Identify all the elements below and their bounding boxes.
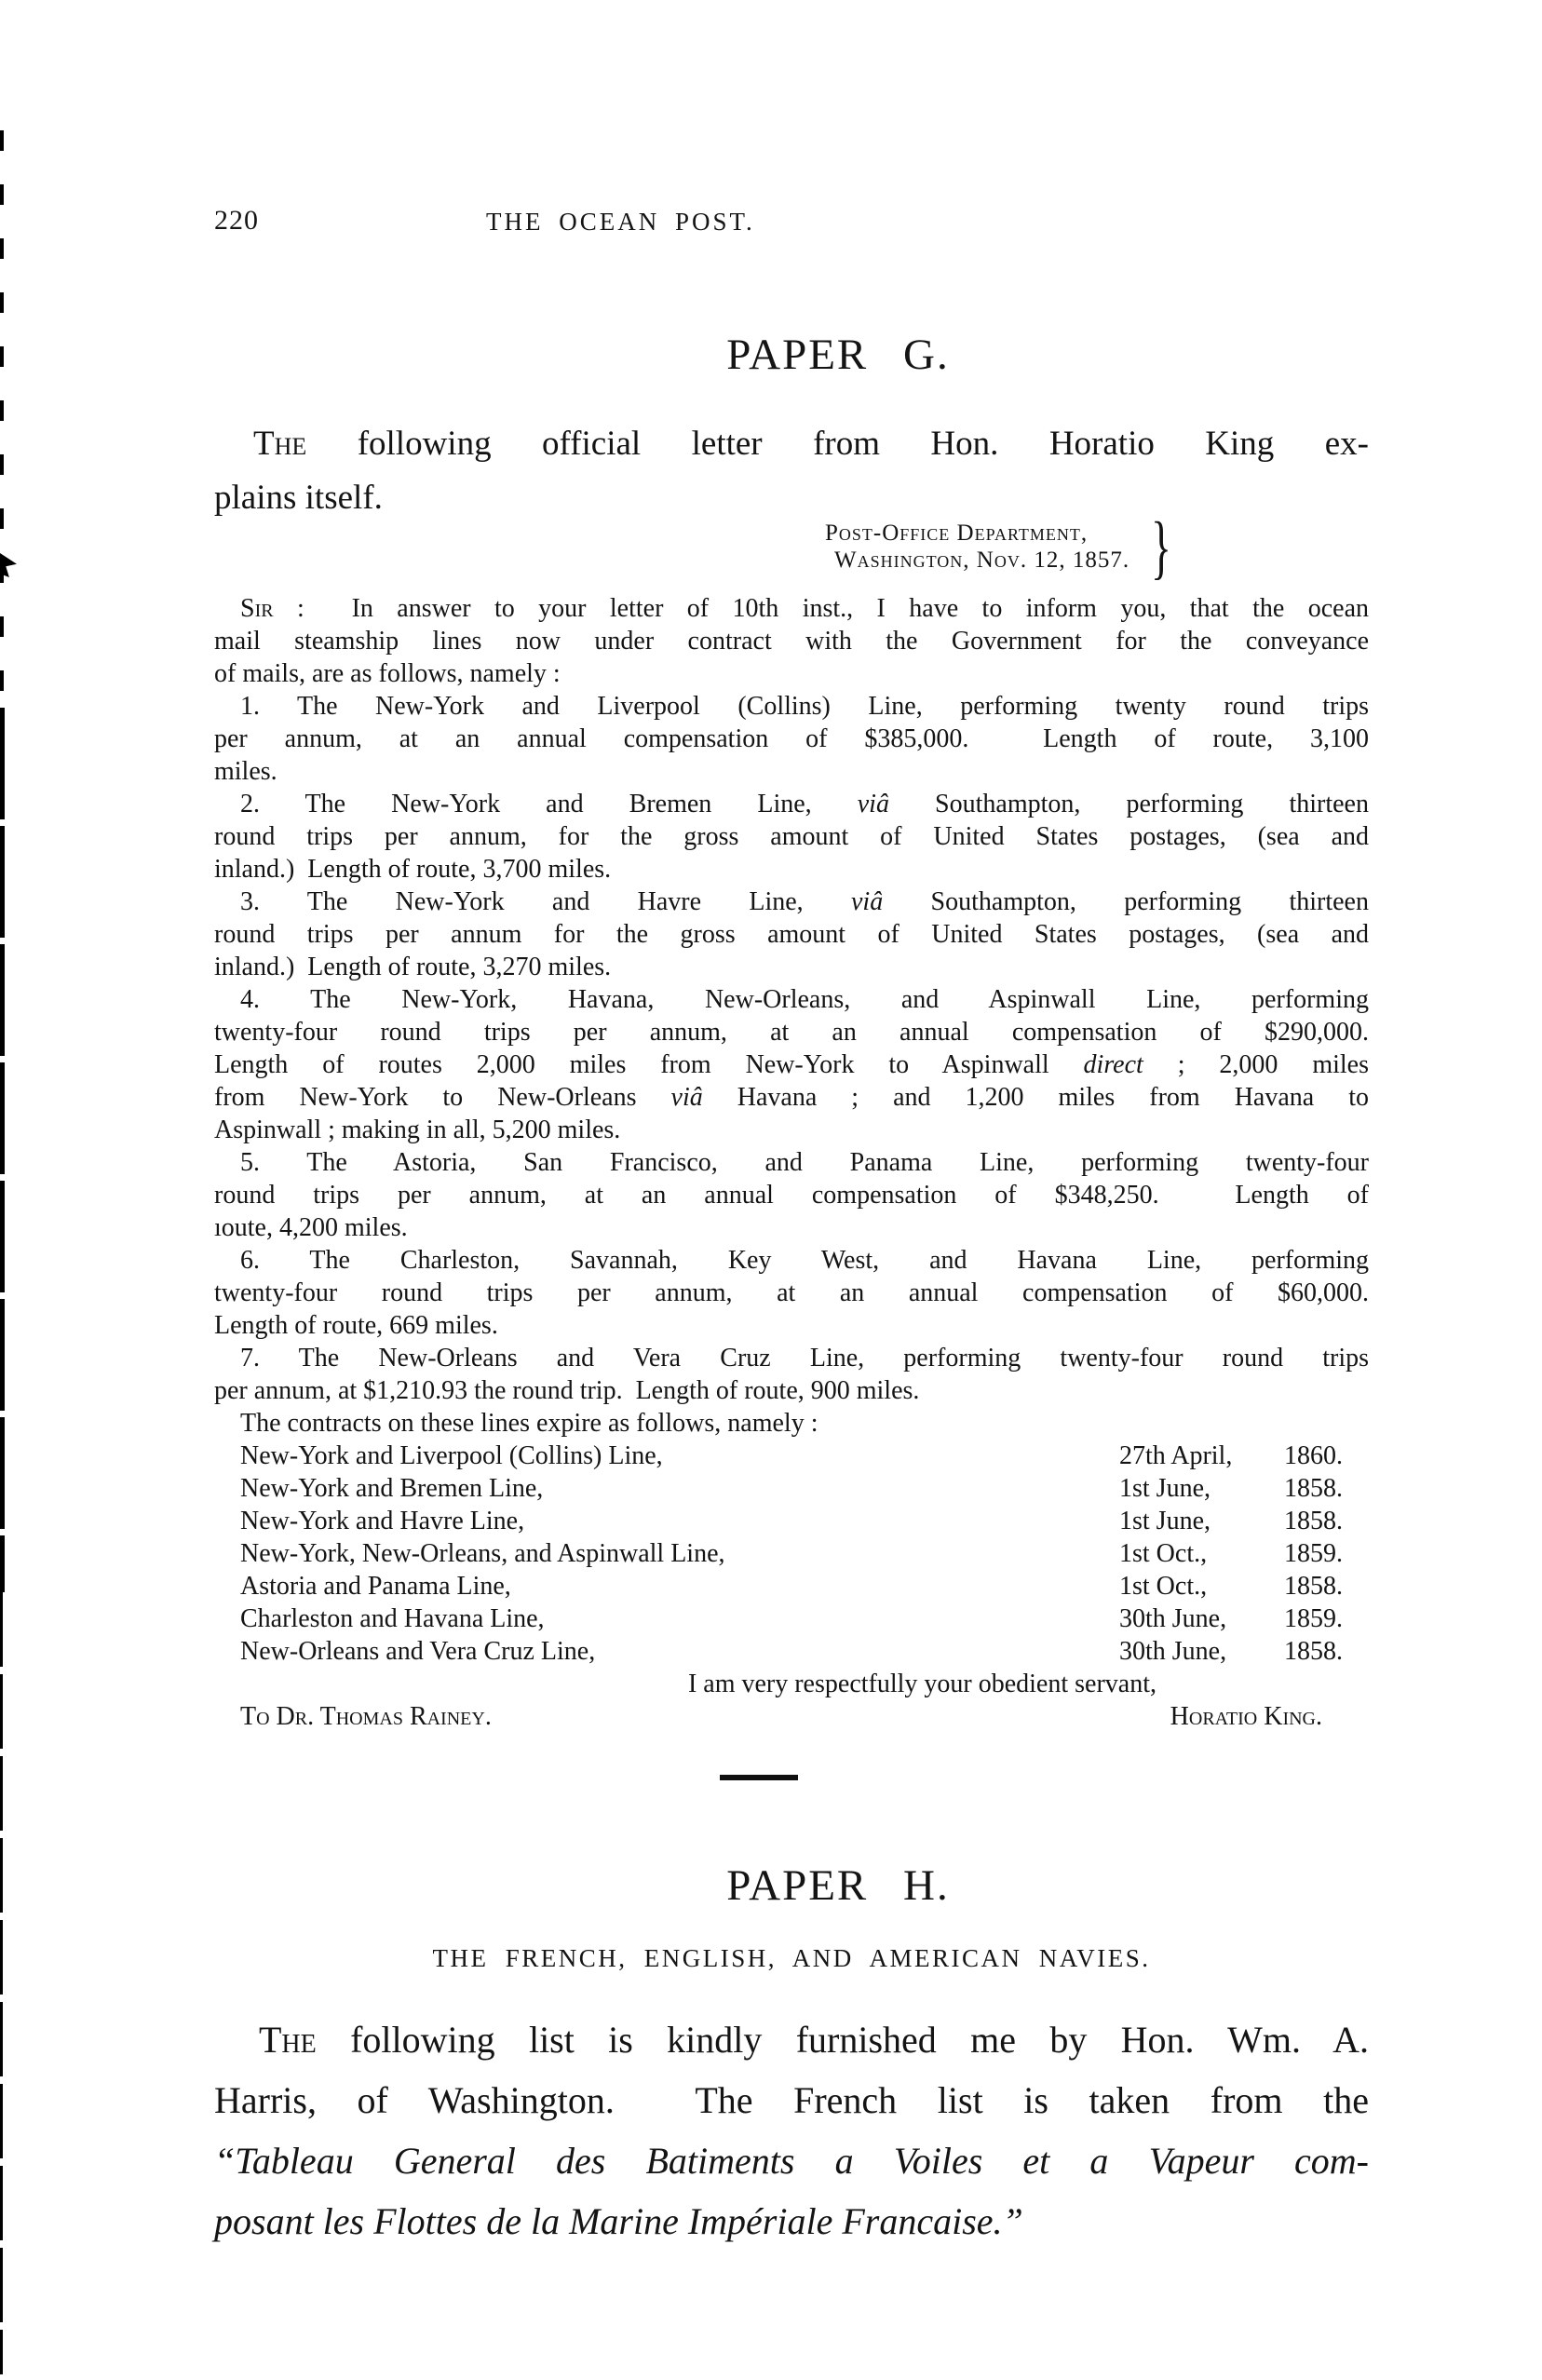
paper-h-heading: PAPER H.: [726, 1861, 950, 1910]
running-header: [214, 205, 1369, 238]
scan-artifact-blob: [0, 553, 17, 577]
contract-expiry-date: [1119, 1472, 1369, 1505]
expiry-year: 1860.: [1284, 1441, 1343, 1470]
letter-line: 4. The New-York, Havana, New-Orleans, and Aspinwall Line, performing: [240, 985, 1369, 1014]
letter-line: 7. The New-Orleans and Vera Cruz Line, performing twenty-four round trips: [240, 1344, 1369, 1373]
italic-term: viâ: [851, 887, 884, 916]
letter-signature: Horatio King.: [1170, 1702, 1322, 1731]
intro-line-1-text: following official letter from Hon. Horatio King ex-: [306, 425, 1369, 463]
italic-term: viâ: [670, 1083, 703, 1112]
contract-expiry-date: [1119, 1570, 1369, 1602]
letter-line: per annum, at an annual compensation of $385,000. Length of route, 3,100: [214, 724, 1369, 753]
running-title: THE OCEAN POST.: [486, 208, 755, 236]
letter-line: miles.: [214, 757, 277, 786]
expiry-day-month: 1st June,: [1119, 1474, 1211, 1503]
expiry-day-month: 30th June,: [1119, 1604, 1227, 1633]
letter-line: round trips per annum, at an annual compensation of $348,250. Length of: [214, 1181, 1369, 1210]
contract-expiry-date: [1119, 1505, 1369, 1537]
letter-addressee: To Dr. Thomas Rainey.: [240, 1702, 492, 1731]
letter-line: [214, 886, 1369, 918]
contract-expiry-date: [1119, 1635, 1369, 1668]
paper-h-line-2: Harris, of Washington. The French list is taken from the: [214, 2079, 1369, 2121]
letter-body: [214, 592, 1369, 1733]
letter-signature-row: [214, 1700, 1369, 1733]
letter-line: 5. The Astoria, San Francisco, and Panama Line, performing twenty-four: [240, 1148, 1369, 1177]
contract-line-name: New-Orleans and Vera Cruz Line,: [240, 1637, 596, 1666]
letter-line: [214, 1048, 1369, 1081]
contract-expiry-date: [1119, 1602, 1369, 1635]
dateline-brace: }: [1151, 508, 1172, 587]
page-number: 220: [214, 205, 259, 236]
letter-line: [214, 592, 1369, 625]
letter-line: round trips per annum, for the gross amount of United States postages, (sea and: [214, 822, 1369, 851]
paper-h-subheading: THE FRENCH, ENGLISH, AND AMERICAN NAVIES.: [432, 1944, 1151, 1972]
paper-g-intro: [214, 417, 1369, 525]
letter-line: ıoute, 4,200 miles.: [214, 1213, 408, 1242]
contract-line-name: New-York and Havre Line,: [240, 1507, 525, 1535]
expiry-year: 1858.: [1284, 1474, 1343, 1503]
contract-row: [214, 1440, 1369, 1472]
contract-row: [214, 1602, 1369, 1635]
intro-line-1: [214, 417, 1369, 471]
contract-line-name: Astoria and Panama Line,: [240, 1572, 511, 1601]
lead-smallcaps: The: [259, 2019, 317, 2061]
italic-term: viâ: [857, 790, 889, 818]
contract-line-name: New-York and Liverpool (Collins) Line,: [240, 1441, 663, 1470]
letter-line: per annum, at $1,210.93 the round trip. Length of route, 900 miles.: [214, 1376, 920, 1405]
contract-expiry-date: [1119, 1537, 1369, 1570]
letter-line: mail steamship lines now under contract with the Government for the conveyance: [214, 627, 1369, 656]
letter-valediction: I am very respectfully your obedient servant,: [687, 1670, 1156, 1698]
letter-line: [214, 1081, 1369, 1114]
expiry-year: 1858.: [1284, 1572, 1343, 1601]
contract-expiry-date: [1119, 1440, 1369, 1472]
salutation-smallcaps: Sir :: [240, 594, 304, 623]
letter-line: Aspinwall ; making in all, 5,200 miles.: [214, 1116, 621, 1144]
paper-h-paragraph: [214, 2009, 1369, 2252]
expiry-day-month: 1st June,: [1119, 1507, 1211, 1535]
italic-term: direct: [1083, 1050, 1143, 1079]
letter-line: inland.) Length of route, 3,700 miles.: [214, 855, 612, 884]
letter-line: Length of route, 669 miles.: [214, 1311, 498, 1340]
letter-line: 6. The Charleston, Savannah, Key West, and Havana Line, performing: [240, 1246, 1369, 1275]
paper-h-line-1-text: following list is kindly furnished me by Hon. Wm. A.: [316, 2019, 1369, 2061]
section-divider-rule: [720, 1775, 798, 1780]
contract-row: [214, 1537, 1369, 1570]
letter-line-text: 2. The New-York and Bremen Line,: [240, 790, 858, 818]
letter-line: 1. The New-York and Liverpool (Collins) Line, performing twenty round trips: [240, 692, 1369, 721]
letter-line: The contracts on these lines expire as follows, namely :: [240, 1409, 818, 1438]
letter-line-text: 3. The New-York and Havre Line,: [240, 887, 851, 916]
letter-line-text: In answer to your letter of 10th inst., I have to inform you, that the ocean: [304, 594, 1369, 623]
scan-artifact-left-edge-middle: [0, 708, 5, 1592]
dateline-department: Post-Office Department,: [825, 521, 1089, 546]
scan-artifact-left-edge-top: [0, 130, 4, 708]
expiry-day-month: 30th June,: [1119, 1637, 1227, 1666]
letter-line-text: Southampton, performing thirteen: [888, 790, 1369, 818]
expiry-day-month: 1st Oct.,: [1119, 1572, 1208, 1601]
expiry-year: 1859.: [1284, 1539, 1343, 1568]
paper-h-line-4: posant les Flottes de la Marine Impériale Francaise.”: [214, 2200, 1023, 2242]
letter-line: twenty-four round trips per annum, at an annual compensation of $290,000.: [214, 1018, 1369, 1047]
letter-line: round trips per annum for the gross amount of United States postages, (sea and: [214, 920, 1369, 949]
contract-row: [214, 1505, 1369, 1537]
letter-line: twenty-four round trips per annum, at an annual compensation of $60,000.: [214, 1278, 1369, 1307]
paper-h-line-1: [214, 2009, 1369, 2070]
contract-row: [214, 1635, 1369, 1668]
contract-line-name: Charleston and Havana Line,: [240, 1604, 545, 1633]
scan-artifact-left-edge-bottom: [0, 1592, 3, 2374]
expiry-year: 1858.: [1284, 1507, 1343, 1535]
letter-line-text: Havana ; and 1,200 miles from Havana to: [702, 1083, 1369, 1112]
contract-line-name: New-York and Bremen Line,: [240, 1474, 544, 1503]
letter-line: of mails, are as follows, namely :: [214, 659, 561, 688]
paper-h-line-3: “Tableau General des Batiments a Voiles et a Vapeur com-: [214, 2140, 1369, 2182]
letter-line-text: Length of routes 2,000 miles from New-York to Aspinwall: [214, 1050, 1084, 1079]
paper-g-heading: PAPER G.: [726, 331, 950, 379]
letter-dateline: [825, 508, 1172, 587]
letter-line: [214, 788, 1369, 820]
expiry-year: 1858.: [1284, 1637, 1343, 1666]
letter-line-text: from New-York to New-Orleans: [214, 1083, 671, 1112]
contract-line-name: New-York, New-Orleans, and Aspinwall Line,: [240, 1539, 725, 1568]
lead-smallcaps: The: [253, 425, 307, 463]
intro-line-2: plains itself.: [214, 479, 383, 517]
contract-row: [214, 1472, 1369, 1505]
letter-line: inland.) Length of route, 3,270 miles.: [214, 953, 612, 981]
contract-row: [214, 1570, 1369, 1602]
letter-line-text: Southampton, performing thirteen: [883, 887, 1369, 916]
letter-line-text: ; 2,000 miles: [1143, 1050, 1369, 1079]
expiry-day-month: 1st Oct.,: [1119, 1539, 1208, 1568]
expiry-day-month: 27th April,: [1119, 1441, 1233, 1470]
dateline-place-date: Washington, Nov. 12, 1857.: [834, 548, 1130, 573]
expiry-year: 1859.: [1284, 1604, 1343, 1633]
